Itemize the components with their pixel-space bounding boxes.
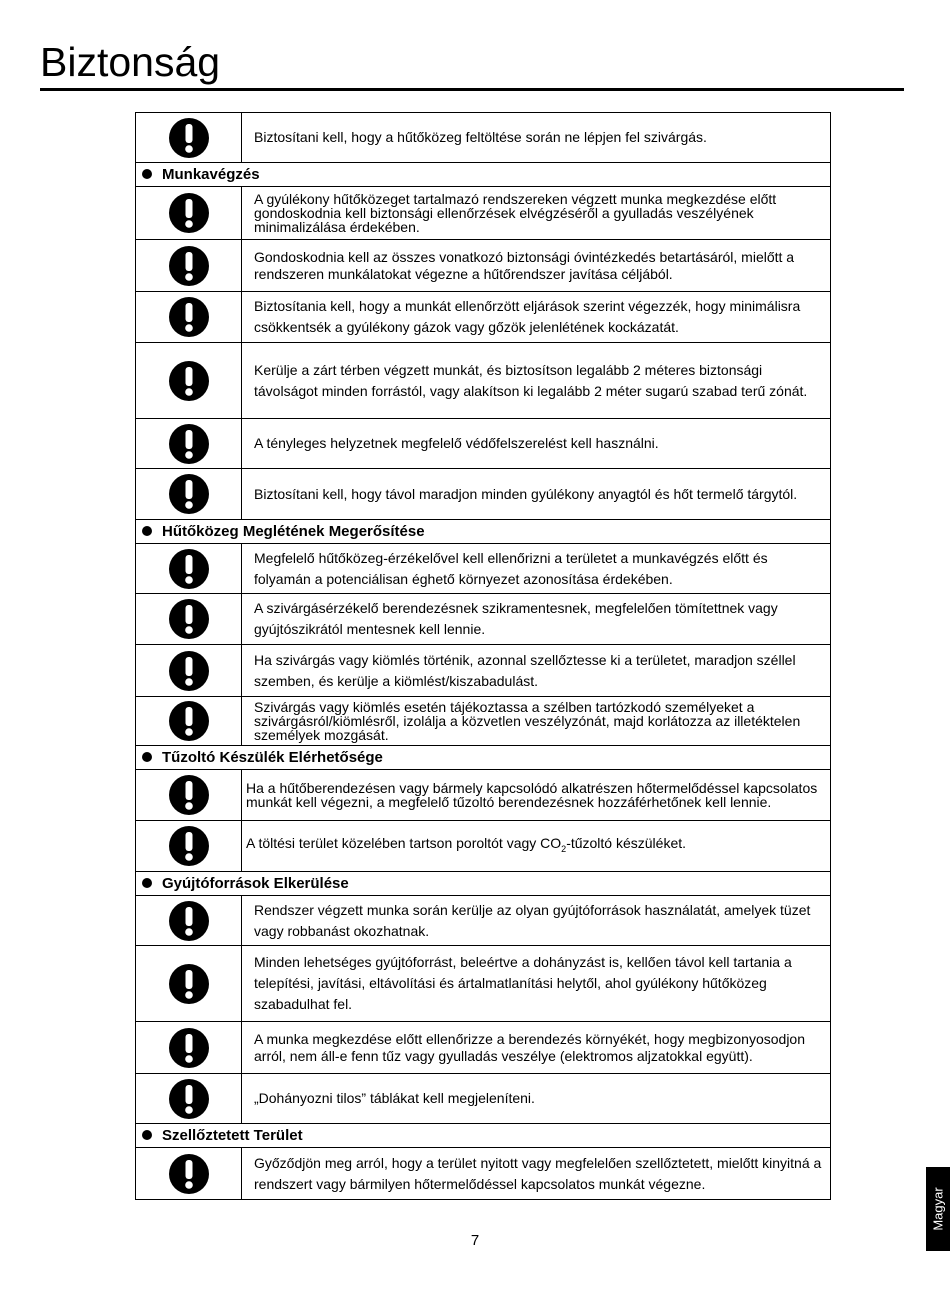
mandatory-warning-icon bbox=[169, 1028, 209, 1068]
bullet-icon bbox=[142, 526, 152, 536]
safety-table bbox=[135, 112, 831, 1200]
table-row bbox=[136, 896, 831, 946]
table-row bbox=[136, 113, 831, 163]
table-row bbox=[136, 544, 831, 594]
safety-instruction: Gondoskodnia kell az összes vonatkozó biztonsági óvintézkedés betartásáról, mielőtt a rendszeren munkálatokat végezne a hűtőrendszer javítása céljából. bbox=[242, 240, 831, 292]
safety-instruction: „Dohányozni tilos” táblákat kell megjeleníteni. bbox=[242, 1074, 831, 1124]
safety-instruction: Biztosítani kell, hogy a hűtőközeg feltöltése során ne lépjen fel szivárgás. bbox=[242, 113, 831, 163]
table-row bbox=[136, 343, 831, 419]
safety-instruction: A töltési terület közelében tartson poroltót vagy $CO_2$-tűzoltó készüléket. bbox=[242, 821, 831, 872]
section-title: Tűzoltó Készülék Elérhetősége bbox=[162, 749, 383, 766]
table-row bbox=[136, 469, 831, 520]
mandatory-warning-icon bbox=[169, 901, 209, 941]
table-row bbox=[136, 419, 831, 469]
language-tab bbox=[926, 1167, 950, 1251]
bullet-icon bbox=[142, 752, 152, 762]
safety-instruction: Szivárgás vagy kiömlés esetén tájékoztassa a szélben tartózkodó személyeket a szivárgásról/kiömlésről, izolálja a közvetlen veszélyzónát, majd korlátozza az illetéktelen személyek mozgását. bbox=[242, 697, 831, 746]
bullet-icon bbox=[142, 169, 152, 179]
section-title: Munkavégzés bbox=[162, 166, 260, 183]
mandatory-warning-icon bbox=[169, 599, 209, 639]
mandatory-warning-icon bbox=[169, 1079, 209, 1119]
table-row bbox=[136, 645, 831, 697]
language-tab-label: Magyar bbox=[930, 1187, 946, 1231]
safety-instruction: Megfelelő hűtőközeg-érzékelővel kell ellenőrizni a területet a munkavégzés előtt és folyamán a potenciálisan éghető környezet azonosítása érdekében. bbox=[242, 544, 831, 594]
table-row bbox=[136, 240, 831, 292]
safety-instruction: Rendszer végzett munka során kerülje az olyan gyújtóforrások használatát, amelyek tüzet vagy robbanást okozhatnak. bbox=[242, 896, 831, 946]
table-row bbox=[136, 697, 831, 746]
table-row bbox=[136, 946, 831, 1022]
mandatory-warning-icon bbox=[169, 361, 209, 401]
mandatory-warning-icon bbox=[169, 193, 209, 233]
table-row bbox=[136, 1148, 831, 1200]
mandatory-warning-icon bbox=[169, 549, 209, 589]
mandatory-warning-icon bbox=[169, 964, 209, 1004]
mandatory-warning-icon bbox=[169, 651, 209, 691]
safety-instruction: Győződjön meg arról, hogy a terület nyitott vagy megfelelően szellőztetett, mielőtt kinyitná a rendszert vagy bármilyen hőtermelődéssel kapcsolatos munkát végezne. bbox=[242, 1148, 831, 1200]
safety-instruction: Kerülje a zárt térben végzett munkát, és biztosítson legalább 2 méteres biztonsági távolságot minden forrástól, vagy alakítson ki legalább 2 méter sugarú szabad terű zónát. bbox=[242, 343, 831, 419]
mandatory-warning-icon bbox=[169, 246, 209, 286]
section-header-row bbox=[136, 1124, 831, 1148]
mandatory-warning-icon bbox=[169, 701, 209, 741]
table-row bbox=[136, 292, 831, 343]
table-row bbox=[136, 1074, 831, 1124]
bullet-icon bbox=[142, 878, 152, 888]
safety-instruction: Minden lehetséges gyújtóforrást, beleértve a dohányzást is, kellően távol kell tartania a telepítési, javítási, eltávolítási és ártalmatlanítási helytől, ahol gyúlékony hűtőközeg szabadulhat fel. bbox=[242, 946, 831, 1022]
table-row bbox=[136, 770, 831, 821]
section-header-row bbox=[136, 746, 831, 770]
table-row bbox=[136, 821, 831, 872]
safety-instruction: A tényleges helyzetnek megfelelő védőfelszerelést kell használni. bbox=[242, 419, 831, 469]
mandatory-warning-icon bbox=[169, 1154, 209, 1194]
section-header-row bbox=[136, 163, 831, 187]
section-title: Gyújtóforrások Elkerülése bbox=[162, 875, 349, 892]
table-row bbox=[136, 1022, 831, 1074]
section-header-row bbox=[136, 872, 831, 896]
safety-instruction: A gyúlékony hűtőközeget tartalmazó rendszereken végzett munka megkezdése előtt gondoskodnia kell biztonsági ellenőrzések elvégzéséről a gyulladás veszélyének minimalizálása érdekében. bbox=[242, 187, 831, 240]
table-row bbox=[136, 187, 831, 240]
mandatory-warning-icon bbox=[169, 826, 209, 866]
table-row bbox=[136, 594, 831, 645]
safety-instruction: Ha szivárgás vagy kiömlés történik, azonnal szellőztesse ki a területet, maradjon széllel szemben, és kerülje a kiömlést/kiszabadulást. bbox=[242, 645, 831, 697]
page-title: Biztonság bbox=[40, 39, 221, 85]
mandatory-warning-icon bbox=[169, 118, 209, 158]
page-number: 7 bbox=[470, 1232, 480, 1249]
title-divider bbox=[40, 88, 904, 91]
bullet-icon bbox=[142, 1130, 152, 1140]
mandatory-warning-icon bbox=[169, 474, 209, 514]
mandatory-warning-icon bbox=[169, 297, 209, 337]
section-header-row bbox=[136, 520, 831, 544]
safety-instruction: Biztosítani kell, hogy távol maradjon minden gyúlékony anyagtól és hőt termelő tárgytól. bbox=[242, 469, 831, 520]
safety-instruction: A szivárgásérzékelő berendezésnek szikramentesnek, megfelelően tömítettnek vagy gyújtószikrától mentesnek kell lennie. bbox=[242, 594, 831, 645]
section-title: Szellőztetett Terület bbox=[162, 1127, 303, 1144]
safety-instruction: A munka megkezdése előtt ellenőrizze a berendezés környékét, hogy megbizonyosodjon arról, nem áll-e fenn tűz vagy gyulladás veszélye (elektromos aljzatokkal együtt). bbox=[242, 1022, 831, 1074]
safety-instruction: Biztosítania kell, hogy a munkát ellenőrzött eljárások szerint végezzék, hogy minimálisra csökkentsék a gyúlékony gázok vagy gőzök jelenlétének kockázatát. bbox=[242, 292, 831, 343]
section-title: Hűtőközeg Meglétének Megerősítése bbox=[162, 523, 425, 540]
mandatory-warning-icon bbox=[169, 775, 209, 815]
mandatory-warning-icon bbox=[169, 424, 209, 464]
safety-instruction: Ha a hűtőberendezésen vagy bármely kapcsolódó alkatrészen hőtermelődéssel kapcsolatos munkát kell végezni, a megfelelő tűzoltó berendezésnek hozzáférhetőnek kell lennie. bbox=[242, 770, 831, 821]
